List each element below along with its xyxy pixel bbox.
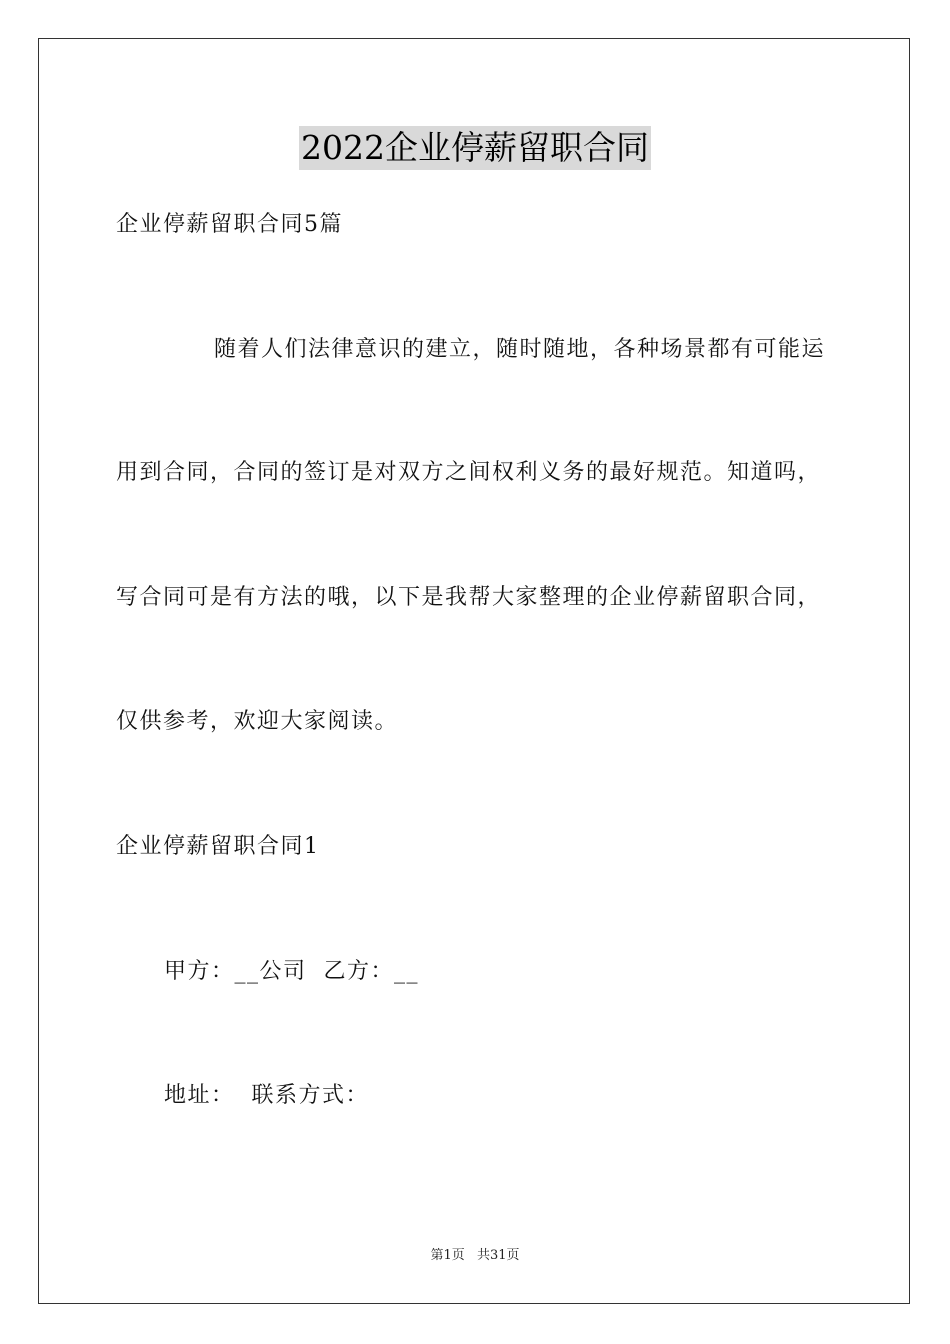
intro-line-2: 用到合同，合同的签订是对双方之间权利义务的最好规范。知道吗，	[116, 460, 822, 485]
page-number: 第1页	[430, 1248, 465, 1263]
intro-line-4: 仅供参考，欢迎大家阅读。	[116, 709, 399, 734]
intro-line-3: 写合同可是有方法的哦，以下是我帮大家整理的企业停薪留职合同，	[116, 585, 822, 610]
party-line: 甲方：__公司 乙方：__	[164, 959, 419, 984]
section-heading: 企业停薪留职合同1	[116, 834, 320, 859]
address-line: 地址： 联系方式：	[164, 1083, 369, 1108]
total-pages: 共31页	[476, 1248, 520, 1263]
document-title: 2022企业停薪留职合同	[299, 126, 651, 170]
document-subtitle: 企业停薪留职合同5篇	[116, 212, 343, 237]
intro-line-1: 随着人们法律意识的建立，随时随地，各种场景都有可能运	[214, 337, 826, 362]
title-container	[0, 126, 950, 170]
page-footer	[0, 1247, 950, 1265]
